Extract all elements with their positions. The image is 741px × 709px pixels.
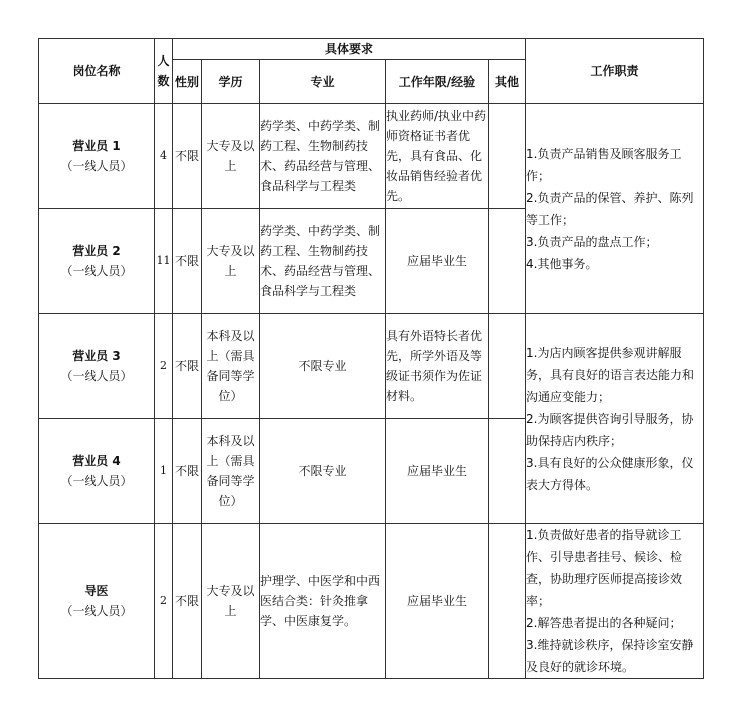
duty-item: 1.负责做好患者的指导就诊工作、引导患者挂号、候诊、检查，协助理疗医师提高接诊效率； xyxy=(526,528,683,608)
header-major: 专业 xyxy=(260,60,386,104)
duties-group-2 xyxy=(526,314,704,524)
position-subtitle: （一线人员） xyxy=(60,604,133,618)
duties-group-3 xyxy=(526,524,704,679)
duty-item: 3.负责产品的盘点工作； xyxy=(526,234,658,249)
position-title: 营业员 1 xyxy=(72,139,121,153)
other-cell xyxy=(489,419,526,524)
gender-cell: 不限 xyxy=(173,524,202,679)
header-count: 人数 xyxy=(155,39,173,104)
gender-cell: 不限 xyxy=(173,209,202,314)
header-position: 岗位名称 xyxy=(39,39,155,104)
count-cell: 4 xyxy=(155,104,173,209)
job-requirements-table xyxy=(38,38,704,679)
education-cell: 大专及以上 xyxy=(202,104,260,209)
count-cell: 2 xyxy=(155,314,173,419)
position-cell xyxy=(39,314,155,419)
position-cell xyxy=(39,209,155,314)
gender-cell: 不限 xyxy=(173,314,202,419)
header-requirements: 具体要求 xyxy=(173,39,526,60)
header-gender: 性别 xyxy=(173,60,202,104)
duty-item: 2.解答患者提出的各种疑问； xyxy=(526,616,682,630)
education-cell: 大专及以上 xyxy=(202,524,260,679)
experience-cell: 具有外语特长者优先，所学外语及等级证书须作为佐证材料。 xyxy=(386,314,489,419)
major-cell: 不限专业 xyxy=(260,419,386,524)
education-cell: 本科及以上（需具备同等学位） xyxy=(202,419,260,524)
duty-item: 3.维持就诊秩序，保持诊室安静及良好的就诊环境。 xyxy=(526,638,694,674)
experience-cell: 应届毕业生 xyxy=(386,524,489,679)
duty-item: 3.具有良好的公众健康形象，仪表大方得体。 xyxy=(526,455,694,492)
header-duties: 工作职责 xyxy=(526,39,704,104)
duty-item: 2.为顾客提供咨询引导服务，协助保持店内秩序； xyxy=(526,411,694,448)
position-subtitle: （一线人员） xyxy=(60,159,133,173)
header-education: 学历 xyxy=(202,60,260,104)
other-cell xyxy=(489,209,526,314)
experience-cell: 执业药师/执业中药师资格证书者优先，具有食品、化妆品销售经验者优先。 xyxy=(386,104,489,209)
major-cell: 不限专业 xyxy=(260,314,386,419)
duty-item: 1.为店内顾客提供参观讲解服务，具有良好的语言表达能力和沟通应变能力； xyxy=(526,345,695,404)
gender-cell: 不限 xyxy=(173,104,202,209)
header-row-top xyxy=(39,39,704,60)
position-subtitle: （一线人员） xyxy=(60,474,133,488)
position-title: 导医 xyxy=(84,584,109,598)
major-cell: 药学类、中药学类、制药工程、生物制药技术、药品经营与管理、食品科学与工程类 xyxy=(260,104,386,209)
position-cell xyxy=(39,104,155,209)
position-title: 营业员 4 xyxy=(72,454,121,468)
experience-cell: 应届毕业生 xyxy=(386,209,489,314)
duty-item: 4.其他事务。 xyxy=(526,256,598,271)
major-cell: 药学类、中药学类、制药工程、生物制药技术、药品经营与管理、食品科学与工程类 xyxy=(260,209,386,314)
education-cell: 大专及以上 xyxy=(202,209,260,314)
major-cell: 护理学、中医学和中西医结合类：针灸推拿学、中医康复学。 xyxy=(260,524,386,679)
other-cell xyxy=(489,104,526,209)
other-cell xyxy=(489,524,526,679)
position-title: 营业员 2 xyxy=(72,244,121,258)
header-experience: 工作年限/经验 xyxy=(386,60,489,104)
other-cell xyxy=(489,314,526,419)
header-other: 其他 xyxy=(489,60,526,104)
position-subtitle: （一线人员） xyxy=(60,264,133,278)
count-cell: 2 xyxy=(155,524,173,679)
count-cell: 1 xyxy=(155,419,173,524)
position-cell xyxy=(39,419,155,524)
position-subtitle: （一线人员） xyxy=(60,369,133,383)
experience-cell: 应届毕业生 xyxy=(386,419,489,524)
position-title: 营业员 3 xyxy=(72,349,121,363)
duty-item: 1.负责产品销售及顾客服务工作； xyxy=(526,146,682,183)
education-cell: 本科及以上（需具备同等学位） xyxy=(202,314,260,419)
table-row xyxy=(39,314,704,419)
table-row xyxy=(39,104,704,209)
count-cell: 11 xyxy=(155,209,173,314)
position-cell xyxy=(39,524,155,679)
gender-cell: 不限 xyxy=(173,419,202,524)
duties-group-1 xyxy=(526,104,704,314)
table-row xyxy=(39,524,704,679)
duty-item: 2.负责产品的保管、养护、陈列等工作； xyxy=(526,190,694,227)
